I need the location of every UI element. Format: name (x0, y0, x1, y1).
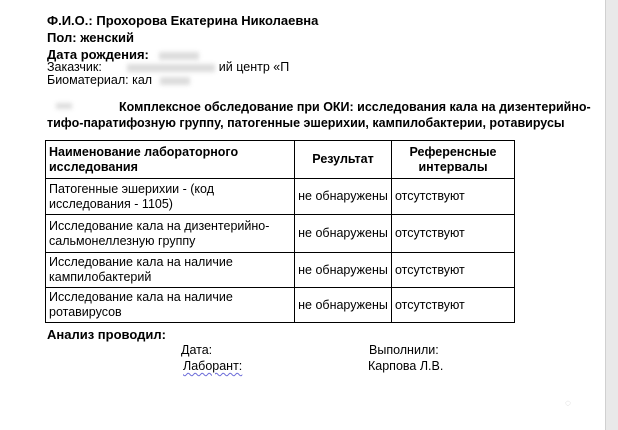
gender-label: Пол: (47, 30, 77, 45)
row-result: не обнаружены (295, 215, 392, 253)
row-test-name: Патогенные эшерихии - (код исследования - 1105) (46, 179, 295, 215)
page-edge (605, 0, 618, 430)
executed-by-label: Выполнили: (369, 343, 439, 357)
birth-label: Дата рождения: (47, 47, 149, 62)
row-test-name: Исследование кала на наличие кампилобактерий (46, 253, 295, 288)
redacted-biomaterial (160, 77, 190, 85)
conducted-by-label: Анализ проводил: (47, 327, 166, 342)
study-title-line2: тифо-паратифозную группу, патогенные эшерихии, кампилобактерии, ротавирусы (47, 116, 565, 130)
patient-fio (47, 13, 318, 28)
row-test-name: Исследование кала на наличие ротавирусов (46, 288, 295, 323)
biomaterial-line (47, 73, 190, 88)
table-header-row (46, 141, 515, 179)
page-mark-icon: ◌ (565, 398, 571, 409)
header-reference: Референсные интервалы (392, 141, 515, 179)
date-label: Дата: (181, 343, 213, 357)
row-result: не обнаружены (295, 179, 392, 215)
gender-value: женский (80, 30, 135, 45)
row-reference: отсутствуют (392, 253, 515, 288)
redacted-birthdate (159, 52, 199, 60)
row-reference: отсутствуют (392, 288, 515, 323)
customer-fragment: ий центр «П (218, 60, 290, 74)
patient-gender (47, 30, 134, 45)
row-test-name: Исследование кала на дизентерийно-сальмонеллезную группу (46, 215, 295, 253)
fio-value: Прохорова Екатерина Николаевна (96, 13, 319, 28)
redacted-customer (127, 64, 215, 72)
lab-assistant-label: Лаборант: (183, 359, 243, 373)
results-table (45, 140, 515, 323)
table-row (46, 253, 515, 288)
table-row (46, 215, 515, 253)
fio-label: Ф.И.О.: (47, 13, 93, 28)
customer-label: Заказчик: (47, 60, 102, 74)
row-reference: отсутствуют (392, 215, 515, 253)
row-result: не обнаружены (295, 288, 392, 323)
table-row (46, 179, 515, 215)
row-result: не обнаружены (295, 253, 392, 288)
redacted-code (56, 103, 72, 109)
header-test-name: Наименование лабораторного исследования (46, 141, 295, 179)
study-title-line1: Комплексное обследование при ОКИ: исследования кала на дизентерийно- (119, 100, 591, 114)
header-result: Результат (295, 141, 392, 179)
row-reference: отсутствуют (392, 179, 515, 215)
table-row (46, 288, 515, 323)
executor-name: Карпова Л.В. (368, 359, 444, 373)
biomaterial-label: Биоматериал: кал (47, 73, 153, 87)
